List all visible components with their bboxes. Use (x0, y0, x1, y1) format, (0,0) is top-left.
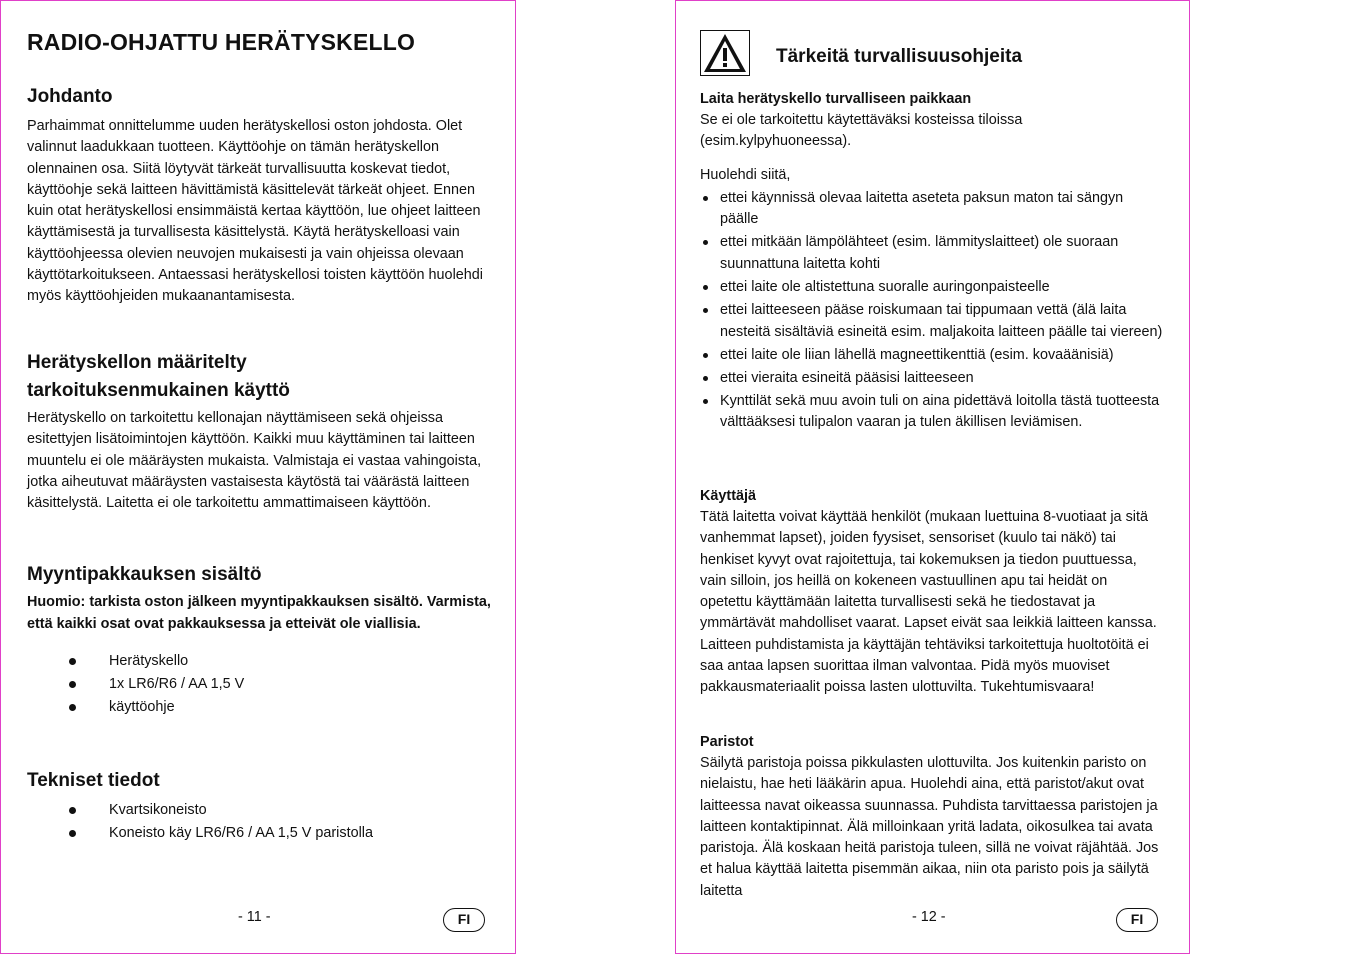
intro-text: Parhaimmat onnittelumme uuden herätyskellosi oston johdosta. Olet valinnut laadukkaan tuotteen. Käyttöohje on tämän herätyskellon olennainen osa. Siitä löytyvät tärkeät turvallisuutta koskevat tiedot, käyttöohje sekä laitteen hävittämistä käsittelevät tärkeät ohjeet. Ennen kuin otat herätyskellosi ensimmäistä kertaa käyttöön, lue ohjeet laitteen käyttämisestä ja turvallisesta käsittelystä. Käytä herätyskelloasi vain käyttöohjeessa olevien neuvojen mukaisesti ja vain ohjeissa olevaan käyttötarkoitukseen. Antaessasi herätyskellosi toisten käyttöön huolehdi myös käyttöohjeiden mukaanantamisesta. (27, 118, 483, 305)
intended-use-section (27, 349, 491, 514)
intro-heading: Johdanto (27, 86, 113, 107)
intended-use-text: Herätyskello on tarkoitettu kellonajan näyttämiseen sekä ohjeissa esitettyjen lisätoimintojen käyttöön. Kaikki muu käyttäminen tai laitteen muuntelu ei ole määräysten mukaista. Valmistaja ei vastaa vahingoista, jotka aiheutuvat määräysten vastaisesta käytöstä tai väärästä laitteen käsittelystä. Laitetta ei ole tarkoitettu ammattimaiseen käyttöön. (27, 410, 482, 512)
battery-section (700, 732, 1163, 902)
language-badge: FI (443, 908, 485, 932)
intended-use-heading-line1: Herätyskellon määritelty (27, 352, 247, 373)
user-section (700, 486, 1163, 699)
placement-text: Se ei ole tarkoitettu käytettäväksi kosteissa tiloissa (esim.kylpyhuoneessa). (700, 112, 1023, 150)
user-text: Tätä laitetta voivat käyttää henkilöt (mukaan luettuina 8-vuotiaat ja sitä vanhemmat lapset), joiden fyysiset, sensoriset (kuulo tai näkö) tai henkiset kyvyt ovat rajoitettuja, tai kokemuksen ja tiedon puuttuessa, vain silloin, jos heillä on kokeneen vastuullinen apu tai heidät on opetettu käyttämään laitetta turvallisesti sekä he tiedostavat ja ymmärtävät mahdolliset vaarat. Lapset eivät saa leikkiä laitteen kanssa. Laitteen puhdistamista ja käyttäjän tehtäviksi tarkoitettuja huoltotöitä ei saa antaa lapsen suorittaa ilman valvontaa. Pidä myös muoviset pakkausmateriaalit poissa lasten ulottuvilta. Tukehtumisvaara! (700, 509, 1157, 696)
tech-list (27, 799, 491, 845)
list-item: ettei laite ole liian lähellä magneettikenttiä (esim. kovaäänisiä) (700, 345, 1163, 367)
intended-use-heading (27, 349, 491, 405)
list-item: Kvartsikoneisto (27, 799, 491, 822)
page-number: - 12 - (912, 909, 946, 925)
page-11 (0, 0, 516, 954)
tech-section (27, 767, 491, 845)
intro-section (27, 83, 491, 308)
intended-use-heading-line2: tarkoituksenmukainen käyttö (27, 380, 290, 401)
placement-section (700, 89, 1163, 435)
list-item: ettei laite ole altistettuna suoralle auringonpaisteelle (700, 277, 1163, 299)
list-item: ettei laitteeseen pääse roiskumaan tai tippumaan vettä (älä laita nesteitä sisältäviä esineitä esim. maljakoita laitteen päälle tai viereen) (700, 300, 1163, 343)
user-heading: Käyttäjä (700, 488, 756, 504)
battery-text: Säilytä paristoja poissa pikkulasten ulottuvilta. Jos kuitenkin paristo on nielaistu, hae heti lääkärin apua. Huolehdi aina, että paristot/akut ovat laitteessa navat oikeassa suunnassa. Puhdista tarvittaessa paristojen ja laitteen kontaktipinnat. Älä milloinkaan yritä ladata, oikosulkea tai avata paristoja. Älä koskaan heitä paristoja tuleen, sillä ne voivat räjähtää. Jos et halua käyttää laitetta pisemmän aikaa, niin ota paristo pois ja säilytä laitetta (700, 755, 1159, 899)
tech-heading: Tekniset tiedot (27, 770, 160, 791)
list-item: käyttöohje (27, 696, 491, 719)
battery-heading: Paristot (700, 734, 754, 750)
warning-triangle-icon (700, 30, 750, 76)
package-list (27, 650, 491, 719)
placement-heading: Laita herätyskello turvalliseen paikkaan (700, 91, 972, 107)
page-title: RADIO-OHJATTU HERÄTYSKELLO (27, 29, 416, 55)
list-item: Kynttilät sekä muu avoin tuli on aina pidettävä loitolla tästä tuotteesta välttääksesi tulipalon vaaran ja tulen äkillisen leviämisen. (700, 391, 1163, 434)
list-item: ettei käynnissä olevaa laitetta aseteta paksun maton tai sängyn päälle (700, 188, 1163, 231)
list-item: ettei mitkään lämpölähteet (esim. lämmityslaitteet) ole suoraan suunnattuna laitetta kohti (700, 232, 1163, 275)
care-list (700, 188, 1163, 434)
package-heading: Myyntipakkauksen sisältö (27, 564, 262, 585)
list-item: 1x LR6/R6 / AA 1,5 V (27, 673, 491, 696)
page-number: - 11 - (238, 909, 271, 925)
package-section (27, 561, 491, 719)
list-item: ettei vieraita esineitä pääsisi laitteeseen (700, 368, 1163, 390)
language-badge: FI (1116, 908, 1158, 932)
package-note: Huomio: tarkista oston jälkeen myyntipakkauksen sisältö. Varmista, että kaikki osat ovat pakkauksessa ja etteivät ole viallisia. (27, 594, 491, 632)
page-12 (675, 0, 1190, 954)
safety-title: Tärkeitä turvallisuusohjeita (776, 46, 1023, 67)
list-item: Koneisto käy LR6/R6 / AA 1,5 V paristolla (27, 822, 491, 845)
list-item: Herätyskello (27, 650, 491, 673)
care-intro: Huolehdi siitä, (700, 166, 791, 183)
